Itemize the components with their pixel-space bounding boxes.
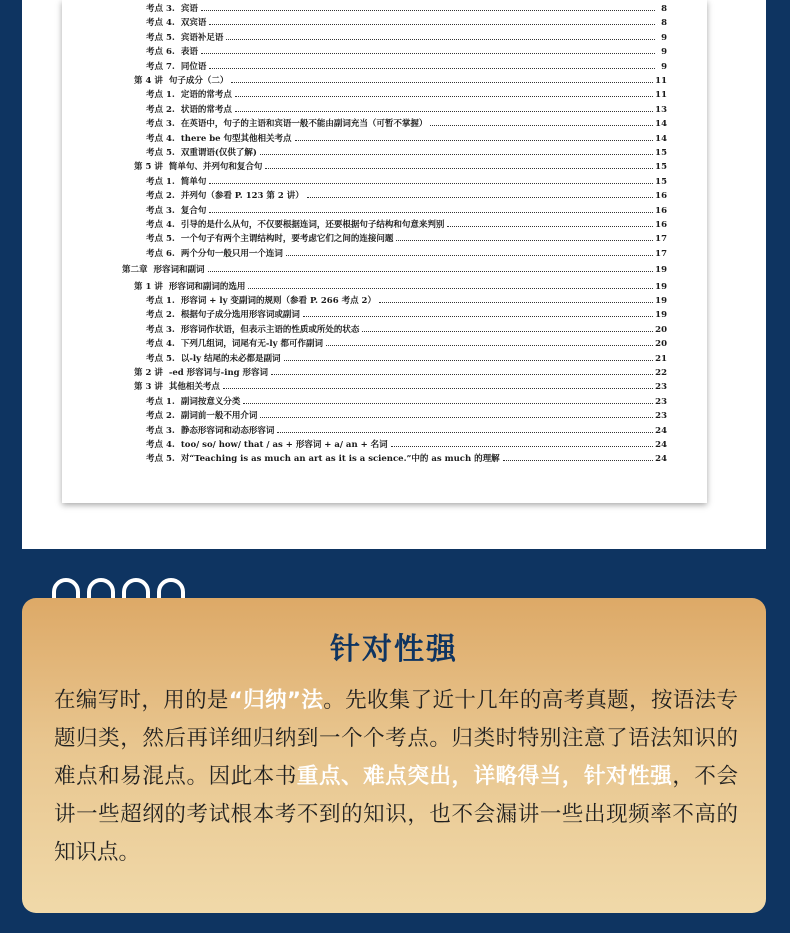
card-highlight-1: “归纳”法	[228, 688, 324, 713]
toc-title: 并列句（参看 P. 123 第 2 讲）	[180, 191, 304, 202]
toc-row	[146, 245, 667, 259]
toc-title: 以-ly 结尾的未必都是副词	[180, 353, 281, 364]
toc-leader-dots	[209, 211, 653, 213]
toc-title: 根据句子成分选用形容词或副词	[180, 310, 300, 321]
toc-leader-dots	[391, 445, 653, 447]
toc-number: 考点 1.	[146, 296, 175, 306]
toc-title: 形容词作状语，但表示主语的性质或所处的状态	[180, 324, 360, 335]
toc-page-number: 11	[655, 90, 667, 101]
toc-row	[146, 393, 667, 407]
feature-card	[22, 598, 766, 913]
toc-page-number: 22	[655, 368, 667, 378]
toc-number: 考点 2.	[146, 191, 175, 202]
toc-number: 考点 4.	[146, 339, 175, 350]
toc-number: 第 1 讲	[134, 281, 163, 292]
toc-leader-dots	[307, 196, 653, 198]
toc-leader-dots	[231, 81, 653, 83]
toc-page-number: 19	[655, 281, 667, 292]
toc-page-number: 15	[655, 162, 667, 173]
toc-row	[146, 202, 667, 216]
toc-leader-dots	[248, 287, 653, 289]
toc-leader-dots	[243, 402, 653, 404]
toc-page-number: 16	[655, 220, 667, 230]
toc-leader-dots	[379, 301, 653, 303]
toc-page-number: 17	[655, 248, 667, 259]
toc-number: 考点 4.	[146, 133, 175, 144]
toc-title: 两个分句一般只用一个连词	[180, 248, 283, 259]
toc-number: 考点 3.	[146, 205, 175, 216]
toc-number: 考点 3.	[146, 425, 175, 436]
toc-page-number: 24	[655, 425, 667, 436]
toc-title: 句子成分（二）	[168, 76, 229, 86]
toc-leader-dots	[208, 270, 654, 272]
toc-row	[134, 158, 667, 172]
toc-number: 考点 1.	[146, 396, 175, 407]
toc-leader-dots	[260, 416, 653, 418]
toc-title: 复合句	[180, 205, 207, 216]
toc-page	[62, 0, 707, 503]
toc-leader-dots	[209, 182, 653, 184]
toc-page-number: 24	[655, 454, 667, 465]
toc-row	[146, 216, 667, 230]
toc-row	[146, 43, 667, 57]
toc-leader-dots	[295, 139, 654, 141]
toc-row	[134, 378, 667, 392]
toc-page-number: 9	[661, 61, 667, 72]
toc-title: 双重谓语(仅供了解)	[180, 148, 257, 158]
toc-row	[146, 115, 667, 129]
card-text-1: 在编写时，用的是	[54, 688, 229, 713]
toc-title: 双宾语	[180, 18, 207, 29]
toc-title: -ed 形容词与-ing 形容词	[168, 368, 269, 378]
toc-page-number: 19	[655, 296, 667, 306]
toc-title: 形容词 + ly 变副词的规则（参看 P. 266 考点 2）	[180, 296, 376, 306]
toc-leader-dots	[260, 153, 653, 155]
toc-leader-dots	[209, 67, 655, 69]
toc-title: 表语	[180, 47, 198, 58]
toc-row	[134, 72, 667, 86]
toc-row	[146, 130, 667, 144]
toc-number: 考点 7.	[146, 61, 175, 72]
toc-number: 考点 3.	[146, 119, 175, 130]
toc-title: 对“Teaching is as much an art as it is a science.”中的 as much 的理解	[180, 454, 500, 465]
toc-leader-dots	[209, 23, 655, 25]
card-highlight-2: 重点、难点突出，详略得当，针对性强	[296, 764, 673, 789]
toc-page-number: 16	[655, 191, 667, 202]
toc-title: 其他相关考点	[168, 382, 220, 393]
toc-page-number: 11	[655, 76, 667, 86]
toc-number: 第 2 讲	[134, 368, 163, 378]
toc-title: 副词前一般不用介词	[180, 411, 258, 422]
toc-row	[146, 292, 667, 306]
toc-page-number: 9	[661, 32, 667, 43]
toc-title: 引导的是什么从句，不仅要根据连词，还要根据句子结构和句意来判别	[180, 220, 445, 230]
toc-row	[146, 407, 667, 421]
toc-leader-dots	[235, 95, 653, 97]
toc-row	[146, 187, 667, 201]
toc-page-number: 20	[655, 339, 667, 350]
toc-page-number: 16	[655, 205, 667, 216]
toc-page-number: 24	[655, 440, 667, 450]
toc-page-number: 13	[655, 104, 667, 115]
toc-row	[146, 436, 667, 450]
toc-leader-dots	[430, 124, 653, 126]
toc-title: 形容词和副词的选用	[168, 281, 246, 292]
toc-number: 第 4 讲	[134, 76, 163, 86]
toc-leader-dots	[271, 373, 653, 375]
toc-leader-dots	[362, 330, 653, 332]
toc-title: 状语的常考点	[180, 104, 232, 115]
toc-page-number: 23	[655, 396, 667, 407]
toc-title: 形容词和副词	[153, 265, 205, 276]
toc-title: 宾语补足语	[180, 32, 224, 43]
toc-title: 一个句子有两个主谓结构时，要考虑它们之间的连接问题	[180, 234, 394, 245]
toc-number: 考点 3.	[146, 4, 175, 14]
toc-row	[146, 58, 667, 72]
card-body	[54, 682, 738, 872]
toc-row	[146, 350, 667, 364]
toc-page-number: 8	[661, 18, 667, 29]
toc-title: there be 句型其他相关考点	[180, 133, 292, 144]
toc-page-number: 23	[655, 411, 667, 422]
toc-title: 下列几组词，词尾有无-ly 都可作副词	[180, 339, 324, 350]
toc-row	[146, 230, 667, 244]
toc-leader-dots	[286, 254, 653, 256]
toc-page-number: 14	[655, 119, 667, 130]
toc-page-number: 20	[655, 324, 667, 335]
toc-title: 简单句	[180, 176, 207, 187]
toc-leader-dots	[265, 167, 653, 169]
toc-number: 考点 3.	[146, 324, 175, 335]
toc-leader-dots	[503, 459, 654, 461]
toc-number: 考点 5.	[146, 454, 175, 465]
toc-row	[146, 0, 667, 14]
toc-row	[146, 173, 667, 187]
toc-page-number: 14	[655, 133, 667, 144]
toc-row	[146, 86, 667, 100]
toc-leader-dots	[326, 344, 653, 346]
toc-page-number: 15	[655, 176, 667, 187]
toc-number: 考点 1.	[146, 90, 175, 101]
toc-page-number: 23	[655, 382, 667, 393]
toc-number: 考点 6.	[146, 47, 175, 58]
toc-number: 考点 5.	[146, 32, 175, 43]
toc-title: 宾语	[180, 4, 198, 14]
toc-number: 考点 5.	[146, 234, 175, 245]
toc-leader-dots	[284, 359, 654, 361]
toc-row	[146, 29, 667, 43]
toc-row	[146, 450, 667, 464]
toc-number: 考点 4.	[146, 220, 175, 230]
toc-title: 简单句、并列句和复合句	[168, 162, 263, 173]
toc-leader-dots	[223, 387, 653, 389]
toc-title: 定语的常考点	[180, 90, 232, 101]
toc-number: 考点 1.	[146, 176, 175, 187]
toc-title: 静态形容词和动态形容词	[180, 425, 275, 436]
toc-number: 考点 2.	[146, 310, 175, 321]
toc-number: 第 3 讲	[134, 382, 163, 393]
toc-row	[134, 278, 667, 292]
card-text-3: ，不会讲一些超纲的考试根本考不到的知识，也不会漏讲一些出现频率不高的知识点。	[54, 764, 738, 865]
toc-page-number: 19	[655, 310, 667, 321]
toc-row	[146, 321, 667, 335]
toc-page-number: 15	[655, 148, 667, 158]
toc-number: 第二章	[122, 265, 148, 276]
toc-row	[134, 364, 667, 378]
toc-page-number: 8	[661, 4, 667, 14]
toc-number: 考点 5.	[146, 353, 175, 364]
toc-leader-dots	[201, 52, 655, 54]
toc-number: 考点 6.	[146, 248, 175, 259]
toc-row	[146, 144, 667, 158]
toc-leader-dots	[396, 239, 653, 241]
toc-row	[146, 335, 667, 349]
toc-number: 考点 5.	[146, 148, 175, 158]
card-text-2: 。先收集了近十几年的高考真题，按语法专题归类，然后再详细归纳到一个个考点。归类时特别注意了语法知识的难点和易混点。因此本书	[54, 688, 738, 789]
toc-number: 考点 4.	[146, 18, 175, 29]
toc-row	[146, 101, 667, 115]
toc-leader-dots	[447, 225, 653, 227]
toc-title: 在英语中，句子的主语和宾语一般不能由副词充当（可暂不掌握）	[180, 119, 428, 130]
toc-leader-dots	[226, 38, 655, 40]
toc-page-number: 21	[655, 353, 667, 364]
toc-leader-dots	[303, 315, 653, 317]
toc-row	[146, 14, 667, 28]
card-title: 针对性强	[330, 632, 458, 667]
toc-leader-dots	[277, 431, 653, 433]
toc-number: 考点 4.	[146, 440, 175, 450]
toc-number: 考点 2.	[146, 411, 175, 422]
toc-row	[122, 261, 667, 275]
toc-page-number: 19	[655, 265, 667, 276]
toc-title: 同位语	[180, 61, 207, 72]
toc-leader-dots	[201, 9, 655, 11]
toc-leader-dots	[235, 110, 653, 112]
toc-row	[146, 306, 667, 320]
toc-page-number: 9	[661, 47, 667, 58]
toc-title: too/ so/ how/ that / as + 形容词 + a/ an + 名词	[180, 440, 388, 450]
toc-page-number: 17	[655, 234, 667, 245]
toc-row	[146, 422, 667, 436]
toc-number: 第 5 讲	[134, 162, 163, 173]
toc-title: 副词按意义分类	[180, 396, 241, 407]
toc-number: 考点 2.	[146, 104, 175, 115]
